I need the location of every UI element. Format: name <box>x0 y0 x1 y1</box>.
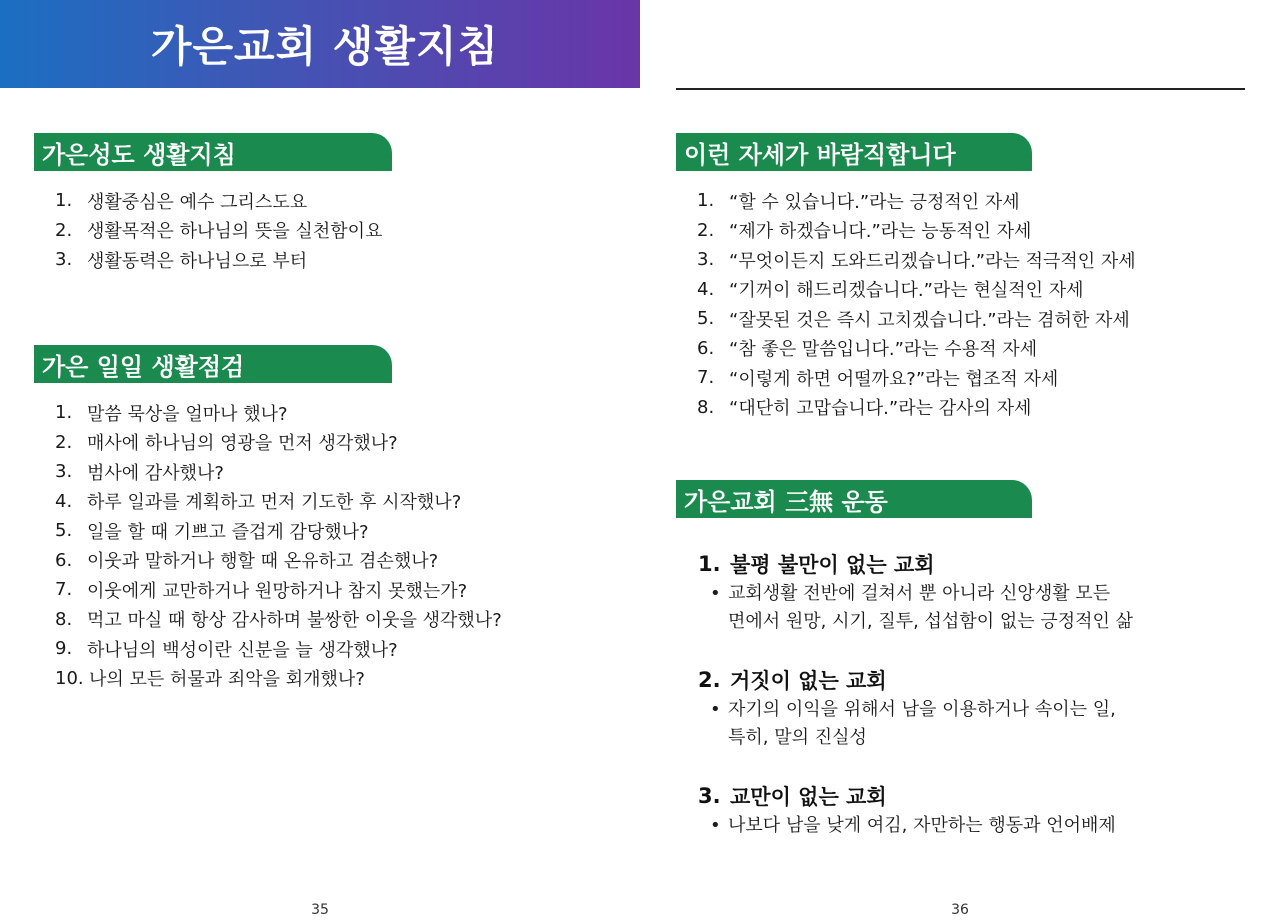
list-item: 4. 하루 일과를 계획하고 먼저 기도한 후 시작했나? <box>55 490 462 514</box>
list-item: 3. “무엇이든지 도와드리겠습니다.”라는 적극적인 자세 <box>697 249 1136 272</box>
list-item: 1. “할 수 있습니다.”라는 긍정적인 자세 <box>697 190 1020 213</box>
section-title: 가은 일일 생활점검 <box>42 352 245 381</box>
list-item: 6. “참 좋은 말씀입니다.”라는 수용적 자세 <box>697 337 1038 361</box>
list-item: 8. “대단히 고맙습니다.”라는 감사의 자세 <box>697 396 1032 420</box>
section-header-three-nos <box>676 480 1032 518</box>
member-guidelines-list <box>55 186 382 275</box>
section-title: 가은교회 三無 운동 <box>684 487 888 516</box>
campaign-description: • 자기의 이익을 위해서 남을 이용하거나 속이는 일, 특히, 말의 진실성 <box>710 699 1116 748</box>
desired-attitudes-list <box>697 186 1136 422</box>
daily-check-list <box>55 398 502 693</box>
campaign-title: 3. 교만이 없는 교회 <box>698 784 887 809</box>
list-item: 1. 말씀 묵상을 얼마나 했나? <box>55 402 288 425</box>
list-item: 8. 먹고 마실 때 항상 감사하며 불쌍한 이웃을 생각했나? <box>55 608 502 632</box>
section-header-member-guidelines <box>34 133 392 171</box>
campaign-description: • 나보다 남을 낮게 여김, 자만하는 행동과 언어배제 <box>710 815 1116 836</box>
list-item: 4. “기꺼이 해드리겠습니다.”라는 현실적인 자세 <box>697 278 1084 302</box>
list-item: 5. 일을 할 때 기쁘고 즐겁게 감당했나? <box>55 520 369 543</box>
campaign-title: 1. 불평 불만이 없는 교회 <box>698 552 935 577</box>
page-number-left: 35 <box>311 902 329 918</box>
section-title: 가은성도 생활지침 <box>42 140 236 169</box>
page-title: 가은교회 생활지침 <box>150 22 500 71</box>
list-item: 3. 생활동력은 하나님으로 부터 <box>55 249 308 272</box>
list-item: 6. 이웃과 말하거나 행할 때 온유하고 겸손했나? <box>55 549 439 573</box>
list-item: 7. 이웃에게 교만하거나 원망하거나 참지 못했는가? <box>55 579 468 602</box>
campaign-item-2 <box>698 664 1258 752</box>
campaign-item-1 <box>698 548 1258 636</box>
title-banner <box>0 0 640 88</box>
list-item: 7. “이렇게 하면 어떨까요?”라는 협조적 자세 <box>697 367 1059 390</box>
section-title: 이런 자세가 바람직합니다 <box>684 140 956 169</box>
list-item: 10. 나의 모든 허물과 죄악을 회개했나? <box>55 667 365 691</box>
list-item: 1. 생활중심은 예수 그리스도요 <box>55 190 308 213</box>
campaign-description: • 교회생활 전반에 걸쳐서 뿐 아니라 신앙생활 모든 면에서 원망, 시기, 질투, 섭섭함이 없는 긍정적인 삶 <box>710 583 1133 632</box>
list-item: 9. 하나님의 백성이란 신분을 늘 생각했나? <box>55 638 398 661</box>
campaign-item-3 <box>698 780 1258 840</box>
list-item: 2. 생활목적은 하나님의 뜻을 실천함이요 <box>55 219 383 243</box>
page-number-right: 36 <box>951 902 969 918</box>
section-header-desired-attitudes <box>676 133 1032 171</box>
section-header-daily-check <box>34 345 392 383</box>
list-item: 3. 범사에 감사했나? <box>55 461 224 484</box>
list-item: 2. 매사에 하나님의 영광을 먼저 생각했나? <box>55 431 398 455</box>
list-item: 5. “잘못된 것은 즉시 고치겠습니다.”라는 겸허한 자세 <box>697 308 1130 331</box>
list-item: 2. “제가 하겠습니다.”라는 능동적인 자세 <box>697 219 1032 243</box>
campaign-title: 2. 거짓이 없는 교회 <box>698 668 887 693</box>
divider-rule <box>676 88 1245 90</box>
